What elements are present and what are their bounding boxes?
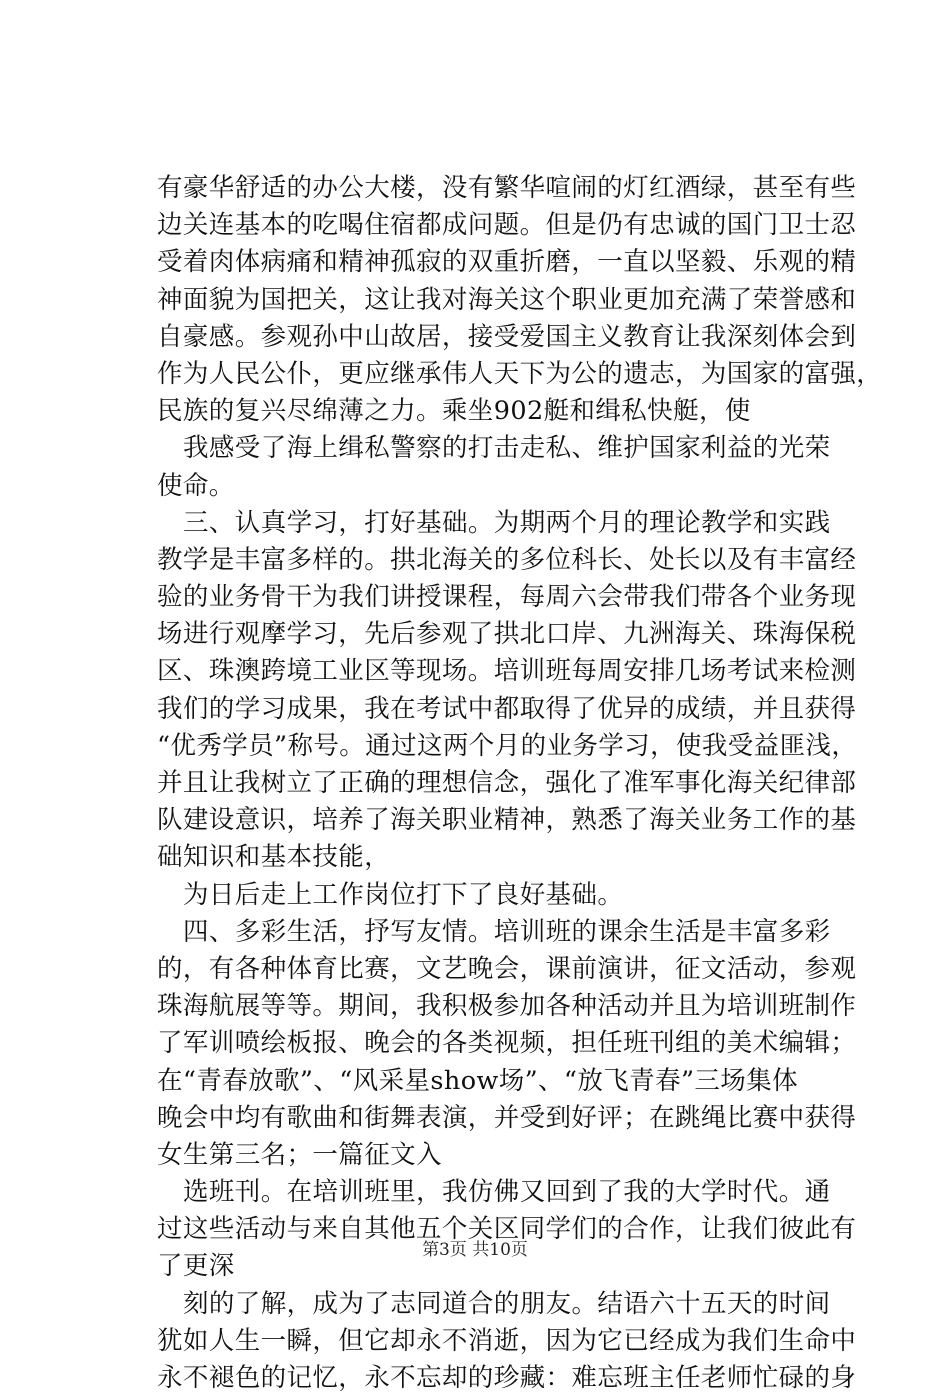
text-line: 区、珠澳跨境工业区等现场。培训班每周安排几场考试来检测 — [157, 656, 857, 687]
text-line: 四、多彩生活，抒写友情。培训班的课余生活是丰富多彩 — [183, 916, 831, 947]
text-line: 永不褪色的记忆，永不忘却的珍藏：难忘班主任老师忙碌的身 — [157, 1363, 857, 1393]
text-line: 验的业务骨干为我们讲授课程，每周六会带我们带各个业务现 — [157, 582, 857, 613]
text-line: 晚会中均有歌曲和街舞表演，并受到好评；在跳绳比赛中获得 — [157, 1102, 857, 1133]
text-line: 础知识和基本技能， — [157, 842, 391, 873]
text-line: 犹如人生一瞬，但它却永不消逝，因为它已经成为我们生命中 — [157, 1325, 857, 1356]
text-line: 作为人民公仆，更应继承伟人天下为公的遗志，为国家的富强， — [157, 358, 883, 389]
text-line: 边关连基本的吃喝住宿都成问题。但是仍有忠诚的国门卫士忍 — [157, 210, 857, 241]
text-line: 过这些活动与来自其他五个关区同学们的合作，让我们彼此有 — [157, 1214, 857, 1245]
text-line: 教学是丰富多样的。拱北海关的多位科长、处长以及有丰富经 — [157, 544, 857, 575]
page-footer — [0, 1240, 950, 1260]
text-line: 了更深 — [157, 1251, 235, 1282]
text-line: 女生第三名；一篇征文入 — [157, 1139, 442, 1170]
text-line: 珠海航展等等。期间，我积极参加各种活动并且为培训班制作 — [157, 991, 857, 1022]
text-line: 场进行观摩学习，先后参观了拱北口岸、九洲海关、珠海保税 — [157, 619, 857, 650]
text-line: 民族的复兴尽绵薄之力。乘坐902艇和缉私快艇，使 — [157, 396, 751, 427]
text-line: 选班刊。在培训班里，我仿佛又回到了我的大学时代。通 — [183, 1177, 831, 1208]
text-line: 我感受了海上缉私警察的打击走私、维护国家利益的光荣 — [183, 433, 831, 464]
text-line: 有豪华舒适的办公大楼，没有繁华喧闹的灯红酒绿，甚至有些 — [157, 173, 857, 203]
text-line: 刻的了解，成为了志同道合的朋友。结语六十五天的时间 — [183, 1288, 831, 1319]
text-line: 队建设意识，培养了海关职业精神，熟悉了海关业务工作的基 — [157, 805, 857, 836]
text-line: 自豪感。参观孙中山故居，接受爱国主义教育让我深刻体会到 — [157, 321, 857, 352]
page-number: 第3页 共10页 — [422, 1240, 528, 1260]
text-line: 的，有各种体育比赛，文艺晚会，课前演讲，征文活动，参观 — [157, 953, 857, 984]
text-line: 我们的学习成果，我在考试中都取得了优异的成绩，并且获得 — [157, 693, 857, 724]
text-line: 为日后走上工作岗位打下了良好基础。 — [183, 879, 624, 910]
text-line: 受着肉体病痛和精神孤寂的双重折磨，一直以坚毅、乐观的精 — [157, 247, 857, 278]
document-body — [157, 170, 883, 1397]
text-line: “优秀学员”称号。通过这两个月的业务学习，使我受益匪浅， — [157, 730, 858, 761]
text-line: 使命。 — [157, 470, 235, 501]
text-line: 三、认真学习，打好基础。为期两个月的理论教学和实践 — [183, 507, 831, 538]
text-line: 并且让我树立了正确的理想信念，强化了准军事化海关纪律部 — [157, 768, 857, 798]
text-line: 神面貌为国把关，这让我对海关这个职业更加充满了荣誉感和 — [157, 284, 857, 315]
text-line: 在“青春放歌”、“风采星show场”、“放飞青春”三场集体 — [157, 1065, 799, 1096]
text-line: 了军训喷绘板报、晚会的各类视频，担任班刊组的美术编辑； — [157, 1028, 857, 1059]
